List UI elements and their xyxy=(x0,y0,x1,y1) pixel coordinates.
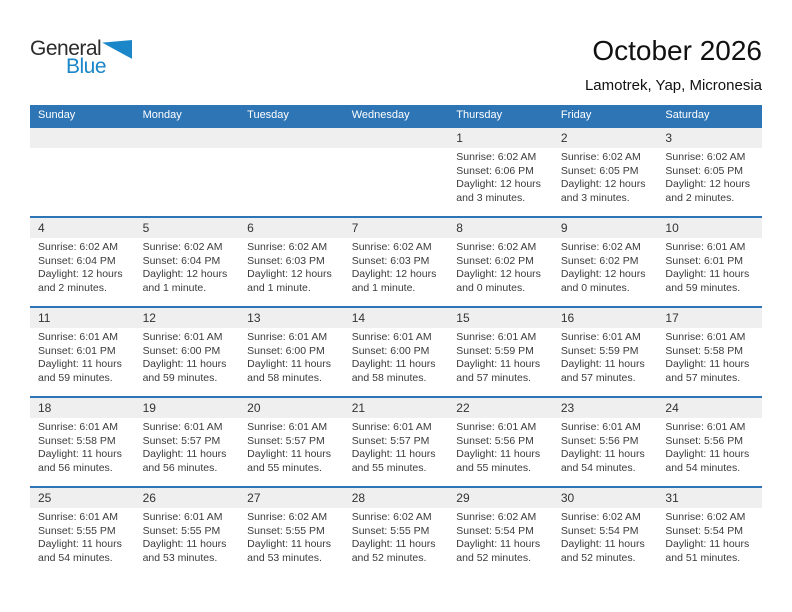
daylight-line2: and 3 minutes. xyxy=(560,191,630,204)
day-cell xyxy=(344,128,449,216)
day-info xyxy=(448,508,553,565)
weeks-container xyxy=(30,126,762,576)
day-number: 1 xyxy=(448,128,553,148)
daylight-line1: Daylight: 11 hours xyxy=(560,448,645,460)
day-info xyxy=(553,238,658,295)
daylight-line1: Daylight: 12 hours xyxy=(560,268,646,280)
daylight-line2: and 2 minutes. xyxy=(38,281,107,294)
day-number xyxy=(135,128,240,148)
sunrise-text: Sunrise: 6:01 AM xyxy=(247,331,328,343)
weekday-label: Thursday xyxy=(456,109,503,121)
daylight-line1: Daylight: 11 hours xyxy=(38,448,122,460)
daylight-line2: and 54 minutes. xyxy=(38,551,113,564)
sunrise-text: Sunrise: 6:01 AM xyxy=(351,421,432,433)
sunset-text: Sunset: 5:57 PM xyxy=(247,434,325,447)
day-cell xyxy=(344,218,449,306)
sunrise-text: Sunrise: 6:02 AM xyxy=(456,241,537,253)
daylight-line1: Daylight: 12 hours xyxy=(351,268,437,280)
day-info xyxy=(135,148,240,151)
sunrise-text: Sunrise: 6:01 AM xyxy=(560,331,641,343)
day-cell xyxy=(30,308,135,396)
weekday-label: Monday xyxy=(142,109,182,121)
day-number: 10 xyxy=(657,218,762,238)
sunrise-text: Sunrise: 6:01 AM xyxy=(351,331,432,343)
day-cell xyxy=(448,488,553,576)
day-info xyxy=(344,148,449,151)
day-cell xyxy=(657,488,762,576)
day-info xyxy=(30,238,135,295)
sunset-text: Sunset: 5:56 PM xyxy=(456,434,534,447)
sunset-text: Sunset: 5:54 PM xyxy=(665,524,744,537)
sunrise-text: Sunrise: 6:01 AM xyxy=(665,421,746,433)
daylight-line2: and 59 minutes. xyxy=(142,371,218,384)
daylight-line2: and 53 minutes. xyxy=(247,551,322,564)
daylight-line1: Daylight: 11 hours xyxy=(665,268,750,280)
daylight-line1: Daylight: 11 hours xyxy=(142,358,227,370)
daylight-line1: Daylight: 12 hours xyxy=(142,268,228,280)
day-info xyxy=(448,328,553,385)
daylight-line2: and 0 minutes. xyxy=(560,281,630,294)
daylight-line1: Daylight: 11 hours xyxy=(665,358,750,370)
daylight-line2: and 55 minutes. xyxy=(247,461,322,474)
sunset-text: Sunset: 5:55 PM xyxy=(247,524,325,537)
daylight-line2: and 57 minutes. xyxy=(560,371,636,384)
day-info xyxy=(239,148,344,151)
day-number: 6 xyxy=(239,218,344,238)
day-info xyxy=(553,418,658,475)
sunset-text: Sunset: 5:54 PM xyxy=(456,524,534,537)
daylight-line1: Daylight: 11 hours xyxy=(351,538,436,550)
day-cell xyxy=(239,218,344,306)
day-info xyxy=(553,148,658,205)
sunset-text: Sunset: 5:59 PM xyxy=(560,344,639,357)
daylight-line2: and 53 minutes. xyxy=(142,551,218,564)
sunset-text: Sunset: 5:58 PM xyxy=(665,344,744,357)
day-number: 4 xyxy=(30,218,135,238)
day-info xyxy=(448,238,553,295)
day-number: 16 xyxy=(553,308,658,328)
daylight-line1: Daylight: 12 hours xyxy=(456,178,541,190)
day-number: 23 xyxy=(553,398,658,418)
sunrise-text: Sunrise: 6:02 AM xyxy=(351,511,432,523)
day-cell xyxy=(239,128,344,216)
day-cell xyxy=(135,308,240,396)
day-number: 21 xyxy=(344,398,449,418)
daylight-line1: Daylight: 12 hours xyxy=(456,268,541,280)
daylight-line2: and 56 minutes. xyxy=(38,461,113,474)
sunrise-text: Sunrise: 6:01 AM xyxy=(665,241,746,253)
daylight-line2: and 52 minutes. xyxy=(351,551,427,564)
day-info xyxy=(657,148,762,205)
day-info xyxy=(135,508,240,565)
day-info xyxy=(657,328,762,385)
day-number: 20 xyxy=(239,398,344,418)
week-row xyxy=(30,306,762,396)
day-number: 26 xyxy=(135,488,240,508)
sunrise-text: Sunrise: 6:01 AM xyxy=(38,421,118,433)
day-info xyxy=(30,328,135,385)
daylight-line1: Daylight: 11 hours xyxy=(247,358,331,370)
daylight-line2: and 57 minutes. xyxy=(456,371,531,384)
daylight-line2: and 2 minutes. xyxy=(665,191,735,204)
day-cell xyxy=(30,218,135,306)
sunset-text: Sunset: 6:00 PM xyxy=(351,344,430,357)
sunset-text: Sunset: 6:02 PM xyxy=(456,254,534,267)
day-number: 29 xyxy=(448,488,553,508)
calendar-grid xyxy=(30,105,762,576)
day-info xyxy=(30,508,135,565)
weekday-header-row xyxy=(30,105,762,126)
sunset-text: Sunset: 5:55 PM xyxy=(38,524,116,537)
day-number: 3 xyxy=(657,128,762,148)
sunset-text: Sunset: 6:03 PM xyxy=(351,254,430,267)
daylight-line1: Daylight: 11 hours xyxy=(560,358,645,370)
sunrise-text: Sunrise: 6:02 AM xyxy=(560,511,641,523)
sunrise-text: Sunrise: 6:02 AM xyxy=(456,151,537,163)
day-number: 5 xyxy=(135,218,240,238)
daylight-line1: Daylight: 12 hours xyxy=(665,178,751,190)
daylight-line2: and 59 minutes. xyxy=(665,281,741,294)
sunset-text: Sunset: 5:57 PM xyxy=(351,434,430,447)
daylight-line1: Daylight: 12 hours xyxy=(38,268,123,280)
day-cell xyxy=(135,218,240,306)
daylight-line1: Daylight: 11 hours xyxy=(665,448,750,460)
daylight-line2: and 56 minutes. xyxy=(142,461,218,474)
daylight-line2: and 52 minutes. xyxy=(456,551,531,564)
day-number: 15 xyxy=(448,308,553,328)
day-cell xyxy=(448,398,553,486)
sunset-text: Sunset: 5:55 PM xyxy=(142,524,221,537)
sunrise-text: Sunrise: 6:02 AM xyxy=(665,151,746,163)
daylight-line1: Daylight: 11 hours xyxy=(247,448,331,460)
day-cell xyxy=(135,128,240,216)
day-number: 9 xyxy=(553,218,658,238)
daylight-line1: Daylight: 11 hours xyxy=(38,538,122,550)
day-cell xyxy=(344,308,449,396)
weekday-label: Wednesday xyxy=(351,109,410,121)
weekday-label: Sunday xyxy=(38,109,76,121)
weekday-label: Friday xyxy=(560,109,592,121)
sunset-text: Sunset: 6:05 PM xyxy=(560,164,639,177)
day-number: 14 xyxy=(344,308,449,328)
sunrise-text: Sunrise: 6:01 AM xyxy=(38,331,118,343)
daylight-line2: and 54 minutes. xyxy=(560,461,636,474)
day-info xyxy=(239,328,344,385)
sunrise-text: Sunrise: 6:02 AM xyxy=(560,151,641,163)
sunset-text: Sunset: 6:02 PM xyxy=(560,254,639,267)
daylight-line1: Daylight: 11 hours xyxy=(351,448,436,460)
logo-text-general: General xyxy=(30,37,102,60)
day-number: 11 xyxy=(30,308,135,328)
day-number: 17 xyxy=(657,308,762,328)
day-number: 27 xyxy=(239,488,344,508)
day-number: 25 xyxy=(30,488,135,508)
sunrise-text: Sunrise: 6:02 AM xyxy=(38,241,118,253)
sunset-text: Sunset: 6:00 PM xyxy=(142,344,221,357)
sunrise-text: Sunrise: 6:01 AM xyxy=(142,331,223,343)
daylight-line2: and 51 minutes. xyxy=(665,551,741,564)
day-number xyxy=(30,128,135,148)
daylight-line2: and 1 minute. xyxy=(351,281,416,294)
day-info xyxy=(344,508,449,565)
daylight-line1: Daylight: 11 hours xyxy=(665,538,750,550)
daylight-line2: and 0 minutes. xyxy=(456,281,526,294)
day-info xyxy=(30,418,135,475)
day-number: 22 xyxy=(448,398,553,418)
sunrise-text: Sunrise: 6:01 AM xyxy=(142,511,223,523)
day-info xyxy=(239,418,344,475)
sunrise-text: Sunrise: 6:01 AM xyxy=(456,421,537,433)
day-number xyxy=(239,128,344,148)
day-cell xyxy=(344,398,449,486)
day-info xyxy=(239,238,344,295)
day-cell xyxy=(657,218,762,306)
sunrise-text: Sunrise: 6:01 AM xyxy=(142,421,223,433)
daylight-line2: and 55 minutes. xyxy=(456,461,531,474)
sunrise-text: Sunrise: 6:02 AM xyxy=(560,241,641,253)
sunrise-text: Sunrise: 6:01 AM xyxy=(456,331,537,343)
sunset-text: Sunset: 6:01 PM xyxy=(665,254,744,267)
sunrise-text: Sunrise: 6:02 AM xyxy=(456,511,537,523)
sunrise-text: Sunrise: 6:02 AM xyxy=(351,241,432,253)
sunset-text: Sunset: 6:00 PM xyxy=(247,344,325,357)
day-number: 7 xyxy=(344,218,449,238)
sunset-text: Sunset: 6:01 PM xyxy=(38,344,116,357)
day-info xyxy=(135,238,240,295)
daylight-line1: Daylight: 11 hours xyxy=(456,358,541,370)
day-number: 18 xyxy=(30,398,135,418)
daylight-line2: and 58 minutes. xyxy=(351,371,427,384)
day-info xyxy=(657,508,762,565)
day-cell xyxy=(553,128,658,216)
daylight-line1: Daylight: 11 hours xyxy=(351,358,436,370)
daylight-line1: Daylight: 11 hours xyxy=(456,448,541,460)
week-row xyxy=(30,486,762,576)
daylight-line2: and 55 minutes. xyxy=(351,461,427,474)
day-info xyxy=(135,418,240,475)
daylight-line1: Daylight: 11 hours xyxy=(560,538,645,550)
day-number: 8 xyxy=(448,218,553,238)
daylight-line1: Daylight: 11 hours xyxy=(142,538,227,550)
sunset-text: Sunset: 5:56 PM xyxy=(560,434,639,447)
day-cell xyxy=(657,128,762,216)
day-info xyxy=(448,418,553,475)
day-cell xyxy=(135,398,240,486)
weekday-label: Saturday xyxy=(665,109,710,121)
daylight-line1: Daylight: 11 hours xyxy=(38,358,122,370)
day-number: 2 xyxy=(553,128,658,148)
daylight-line2: and 52 minutes. xyxy=(560,551,636,564)
daylight-line1: Daylight: 11 hours xyxy=(247,538,331,550)
sunrise-text: Sunrise: 6:01 AM xyxy=(560,421,641,433)
daylight-line2: and 1 minute. xyxy=(142,281,207,294)
day-number: 19 xyxy=(135,398,240,418)
daylight-line2: and 57 minutes. xyxy=(665,371,741,384)
sunrise-text: Sunrise: 6:02 AM xyxy=(247,511,328,523)
day-cell xyxy=(239,488,344,576)
sunset-text: Sunset: 6:03 PM xyxy=(247,254,325,267)
daylight-line1: Daylight: 11 hours xyxy=(142,448,227,460)
page-subtitle: Lamotrek, Yap, Micronesia xyxy=(584,77,762,94)
day-cell xyxy=(135,488,240,576)
day-number: 28 xyxy=(344,488,449,508)
day-number: 12 xyxy=(135,308,240,328)
week-row xyxy=(30,126,762,216)
day-info xyxy=(30,148,135,151)
day-number: 13 xyxy=(239,308,344,328)
day-cell xyxy=(448,308,553,396)
daylight-line2: and 59 minutes. xyxy=(38,371,113,384)
sunrise-text: Sunrise: 6:01 AM xyxy=(247,421,328,433)
day-cell xyxy=(553,488,658,576)
day-info xyxy=(344,328,449,385)
sunset-text: Sunset: 6:06 PM xyxy=(456,164,534,177)
sunset-text: Sunset: 5:59 PM xyxy=(456,344,534,357)
sunrise-text: Sunrise: 6:01 AM xyxy=(665,331,746,343)
page-header xyxy=(0,0,792,105)
day-number: 31 xyxy=(657,488,762,508)
day-info xyxy=(553,328,658,385)
sunset-text: Sunset: 6:05 PM xyxy=(665,164,744,177)
sunrise-text: Sunrise: 6:02 AM xyxy=(665,511,746,523)
daylight-line2: and 54 minutes. xyxy=(665,461,741,474)
sunrise-text: Sunrise: 6:02 AM xyxy=(247,241,328,253)
day-number: 30 xyxy=(553,488,658,508)
day-cell xyxy=(30,398,135,486)
sunrise-text: Sunrise: 6:01 AM xyxy=(38,511,118,523)
day-cell xyxy=(553,218,658,306)
day-cell xyxy=(239,308,344,396)
sunset-text: Sunset: 5:55 PM xyxy=(351,524,430,537)
sunset-text: Sunset: 6:04 PM xyxy=(38,254,116,267)
day-cell xyxy=(657,398,762,486)
day-cell xyxy=(30,128,135,216)
sunset-text: Sunset: 5:56 PM xyxy=(665,434,744,447)
day-info xyxy=(448,148,553,205)
daylight-line2: and 1 minute. xyxy=(247,281,311,294)
day-info xyxy=(135,328,240,385)
daylight-line1: Daylight: 11 hours xyxy=(456,538,541,550)
day-number: 24 xyxy=(657,398,762,418)
day-info xyxy=(344,418,449,475)
daylight-line1: Daylight: 12 hours xyxy=(247,268,332,280)
day-cell xyxy=(239,398,344,486)
sunset-text: Sunset: 5:58 PM xyxy=(38,434,116,447)
sunset-text: Sunset: 5:54 PM xyxy=(560,524,639,537)
day-info xyxy=(657,418,762,475)
week-row xyxy=(30,216,762,306)
general-blue-logo xyxy=(30,38,140,76)
day-cell xyxy=(448,218,553,306)
daylight-line2: and 58 minutes. xyxy=(247,371,322,384)
day-cell xyxy=(553,308,658,396)
sunset-text: Sunset: 5:57 PM xyxy=(142,434,221,447)
day-cell xyxy=(344,488,449,576)
day-info xyxy=(657,238,762,295)
sunrise-text: Sunrise: 6:02 AM xyxy=(142,241,223,253)
day-cell xyxy=(553,398,658,486)
day-info xyxy=(344,238,449,295)
sunset-text: Sunset: 6:04 PM xyxy=(142,254,221,267)
page-title: October 2026 xyxy=(592,35,762,66)
logo-text-blue: Blue xyxy=(66,55,107,78)
week-row xyxy=(30,396,762,486)
day-cell xyxy=(30,488,135,576)
daylight-line1: Daylight: 12 hours xyxy=(560,178,646,190)
day-info xyxy=(239,508,344,565)
day-cell xyxy=(448,128,553,216)
daylight-line2: and 3 minutes. xyxy=(456,191,526,204)
weekday-label: Tuesday xyxy=(247,109,289,121)
day-info xyxy=(553,508,658,565)
day-cell xyxy=(657,308,762,396)
day-number xyxy=(344,128,449,148)
